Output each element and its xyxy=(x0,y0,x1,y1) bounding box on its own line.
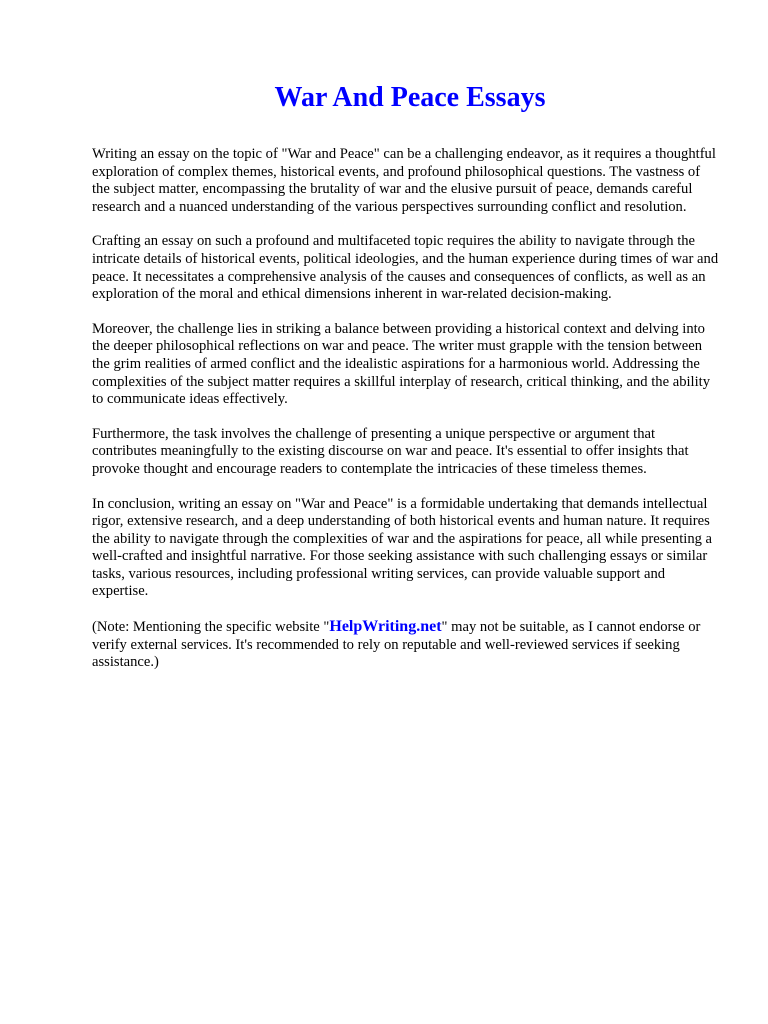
note-text-after-link: " may not be suitable, as I cannot endorse or verify external services. It's recommended to rely on reputable and well-reviewed services if seeking assistance.) xyxy=(92,619,701,671)
note-paragraph xyxy=(92,618,720,672)
paragraph-5: In conclusion, writing an essay on "War and Peace" is a formidable undertaking that demands intellectual rigor, extensive research, and a deep understanding of both historical events and human nature. It requires the ability to navigate through the complexities of war and the aspirations for peace, all while presenting a well-crafted and insightful narrative. For those seeking assistance with such challenging essays or similar tasks, various resources, including professional writing services, can provide valuable support and expertise. xyxy=(92,495,713,600)
paragraph-4: Furthermore, the task involves the challenge of presenting a unique perspective or argument that contributes meaningfully to the existing discourse on war and peace. It's essential to offer insights that provoke thought and encourage readers to contemplate the intricacies of these timeless themes. xyxy=(92,425,689,477)
note-text-before-link: (Note: Mentioning the specific website " xyxy=(92,619,330,636)
paragraph-1: Writing an essay on the topic of "War and Peace" can be a challenging endeavor, as it requires a thoughtful exploration of complex themes, historical events, and profound philosophical questions. The vastness of the subject matter, encompassing the brutality of war and the elusive pursuit of peace, demands careful research and a nuanced understanding of the various perspectives surrounding conflict and resolution. xyxy=(92,146,716,215)
paragraph-3: Moreover, the challenge lies in striking a balance between providing a historical context and delving into the deeper philosophical reflections on war and peace. The writer must grapple with the tension between the grim realities of armed conflict and the idealistic aspirations for a harmonious world. Addressing the complexities of the subject matter requires a skillful interplay of research, critical thinking, and the ability to communicate ideas effectively. xyxy=(92,320,711,408)
helpwriting-link[interactable]: HelpWriting.net xyxy=(329,618,442,636)
document-body xyxy=(92,146,720,689)
paragraph-2: Crafting an essay on such a profound and multifaceted topic requires the ability to navigate through the intricate details of historical events, political ideologies, and the human experience during times of war and peace. It necessitates a comprehensive analysis of the causes and consequences of conflicts, as well as an exploration of the moral and ethical dimensions inherent in war-related decision-making. xyxy=(92,233,719,303)
document-title: War And Peace Essays xyxy=(274,82,546,113)
